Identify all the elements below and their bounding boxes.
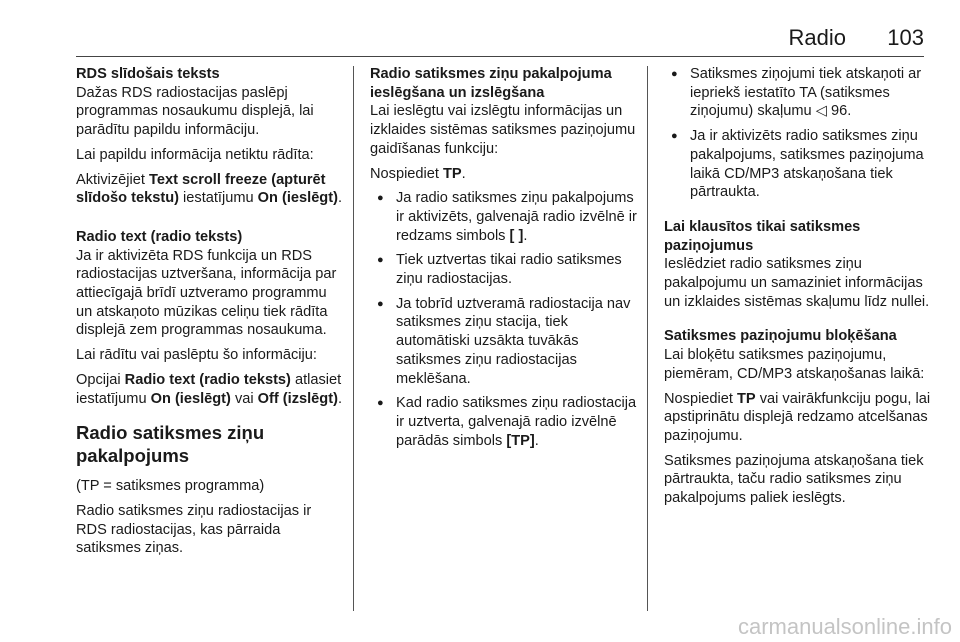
radio-text-p1: Ja ir aktivizēta RDS funkcija un RDS radiostacijas uztveršana, informācija par attiecīgajā brīdī uztveramo programmu un atskaņoto mūzikas celiņu tiek rādīta displejā zem programmas nosaukuma. xyxy=(76,247,337,339)
tp-p1: (TP = satiksmes programma) xyxy=(76,478,265,495)
radio-text-p3: Opcijai Radio text (radio teksts) atlasiet iestatījumu On (ieslēgt) vai Off (izslēgt). xyxy=(76,371,342,407)
block-traffic-heading: Satiksmes paziņojumu bloķēšana xyxy=(664,328,897,345)
only-traffic-heading: Lai klausītos tikai satiksmes paziņojumus xyxy=(664,218,861,254)
list-item: ● Ja radio satiksmes ziņu pakalpojums ir aktivizēts, galvenajā radio izvēlnē ir redzams simbols [ ]. xyxy=(370,189,638,245)
tp-toggle-p2: Nospiediet TP. xyxy=(370,165,466,182)
rds-scroll-p1: Dažas RDS radiostacijas paslēpj programmas nosaukumu displejā, lai parādītu papildu informāciju. xyxy=(76,84,314,139)
list-item: ● Tiek uztvertas tikai radio satiksmes ziņu radiostacijas. xyxy=(370,251,638,288)
header-rule xyxy=(76,56,924,57)
column-divider-2 xyxy=(647,66,648,611)
radio-text-p2: Lai rādītu vai paslēptu šo informāciju: xyxy=(76,347,317,364)
column-1 xyxy=(76,65,344,564)
list-item: ● Ja ir aktivizēts radio satiksmes ziņu pakalpojums, satiksmes paziņojuma laikā CD/MP3 atskaņošana tiek pārtraukta. xyxy=(664,127,932,202)
list-item: ● Ja tobrīd uztveramā radiostacija nav satiksmes ziņu stacija, tiek automātiski uzsākta tuvākās satiksmes ziņu radiostacijas meklēšana. xyxy=(370,295,638,389)
block-traffic-p3: Satiksmes paziņojuma atskaņošana tiek pārtraukta, taču radio satiksmes ziņu pakalpojums paliek ieslēgts. xyxy=(664,452,924,507)
rds-scroll-p3: Aktivizējiet Text scroll freeze (apturēt slīdošo tekstu) iestatījumu On (ieslēgt). xyxy=(76,171,343,207)
column-divider-1 xyxy=(353,66,354,611)
tp-toggle-p1: Lai ieslēgtu vai izslēgtu informācijas un izklaides sistēmas satiksmes paziņojumu gaidīšanas funkciju: xyxy=(370,103,636,157)
page-header xyxy=(0,0,960,56)
page-number: 103 xyxy=(887,25,924,50)
column-2 xyxy=(370,65,638,456)
rds-scroll-heading: RDS slīdošais teksts xyxy=(76,66,220,82)
rds-scroll-p2: Lai papildu informācija netiktu rādīta: xyxy=(76,146,314,163)
only-traffic-p1: Ieslēdziet radio satiksmes ziņu pakalpojumu un samaziniet informācijas un izklaides sistēmas skaļumu līdz nullei. xyxy=(664,256,930,310)
ta-bullet-list xyxy=(664,65,932,202)
block-traffic-p1: Lai bloķētu satiksmes paziņojumu, piemēram, CD/MP3 atskaņošanas laikā: xyxy=(664,347,925,382)
tp-heading: Radio satiksmes ziņu pakalpojums xyxy=(76,422,265,466)
tp-toggle-heading: Radio satiksmes ziņu pakalpojuma ieslēgšana un izslēgšana xyxy=(370,66,612,101)
section-title: Radio xyxy=(788,25,846,50)
block-traffic-p2: Nospiediet TP vai vairākfunkciju pogu, lai apstiprinātu displejā redzamo atcelšanas paziņojumu. xyxy=(664,390,931,444)
tp-p2: Radio satiksmes ziņu radiostacijas ir RDS radiostacijas, kas pārraida satiksmes ziņas. xyxy=(76,502,312,557)
page-reference[interactable]: ◁ 96 xyxy=(815,103,848,120)
tp-bullet-list xyxy=(370,189,638,450)
column-3 xyxy=(664,65,932,514)
watermark: carmanualsonline.info xyxy=(737,614,952,639)
list-item: ● Satiksmes ziņojumi tiek atskaņoti ar iepriekš iestatīto TA (satiksmes ziņojumu) skaļumu ◁ 96. xyxy=(664,65,932,121)
list-item: ● Kad radio satiksmes ziņu radiostacija ir uztverta, galvenajā radio izvēlnē parādās simbols [TP]. xyxy=(370,394,638,450)
radio-text-heading: Radio text (radio teksts) xyxy=(76,228,243,245)
